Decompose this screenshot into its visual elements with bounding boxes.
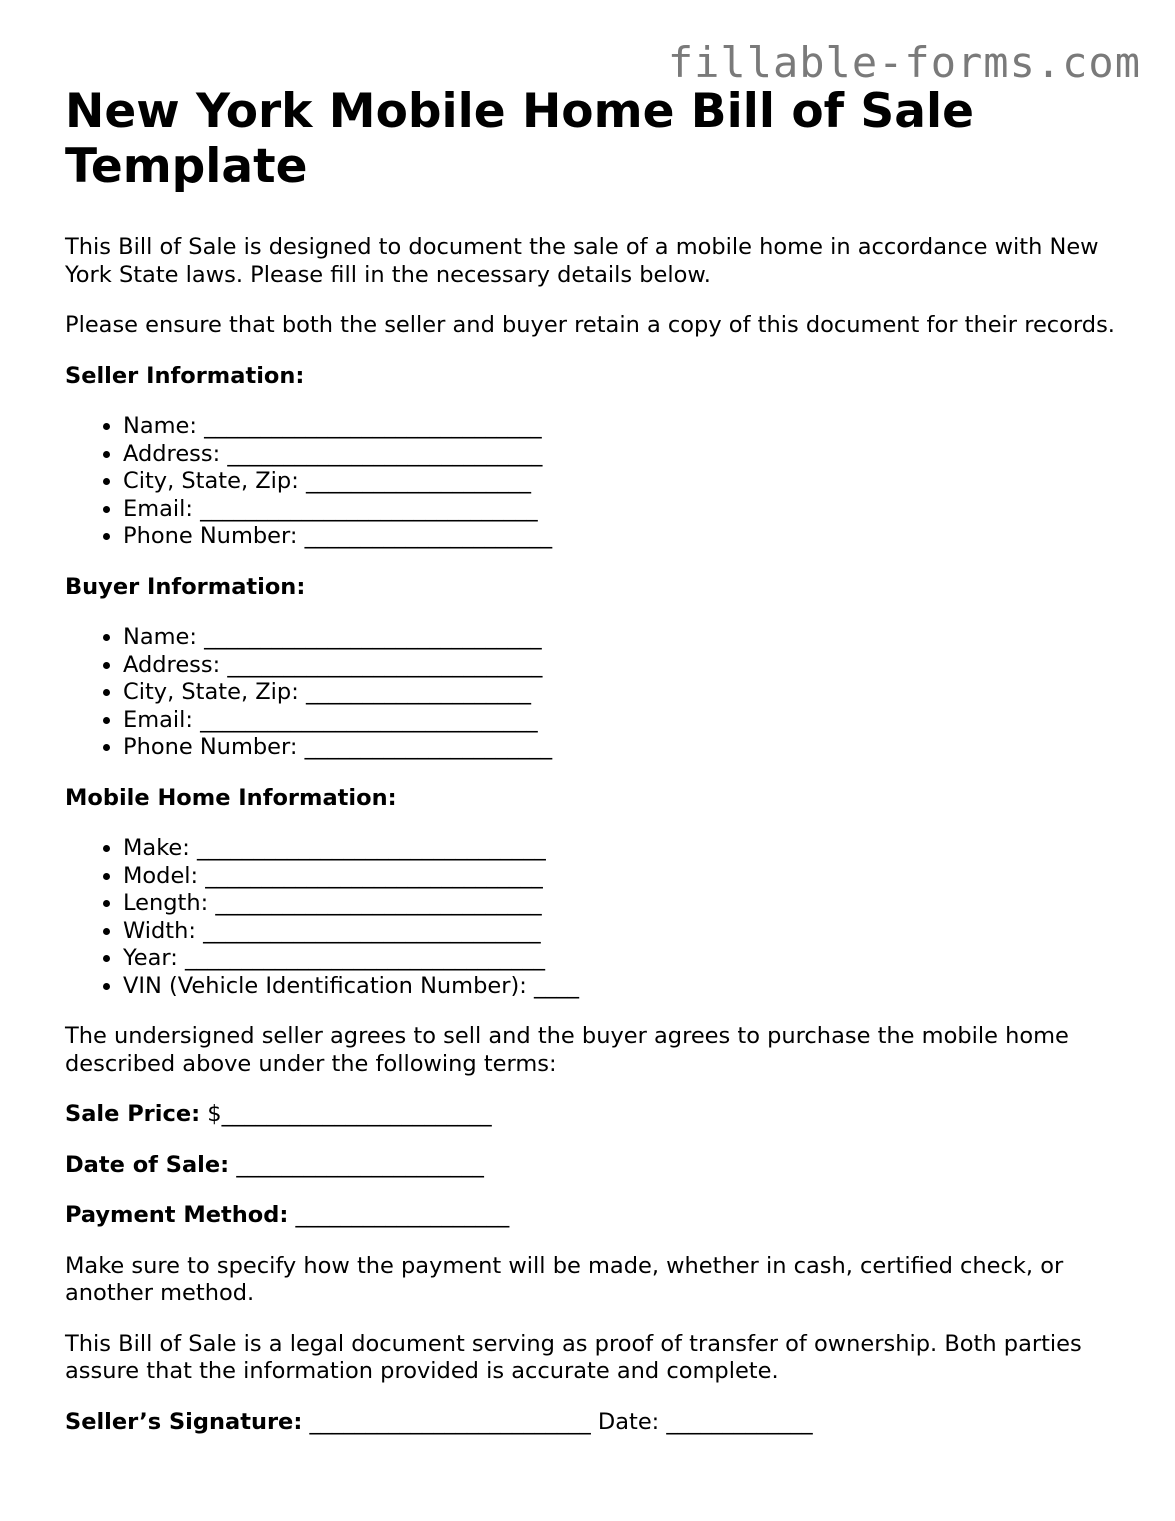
- seller-city-state-zip-field[interactable]: • City, State, Zip: ____________________: [123, 468, 1125, 496]
- legal-note-paragraph: This Bill of Sale is a legal document serving as proof of transfer of ownership. Both parties assure that the information provided is accurate and complete.: [65, 1330, 1082, 1384]
- intro-paragraph-1: This Bill of Sale is designed to document the sale of a mobile home in accordance with New York State laws. Please fill in the necessary details below.: [65, 234, 1099, 288]
- seller-fields-list: [65, 413, 1125, 551]
- buyer-email-field[interactable]: • Email: ______________________________: [123, 707, 1125, 735]
- buyer-name-field[interactable]: • Name: ______________________________: [123, 624, 1125, 652]
- seller-name-field[interactable]: • Name: ______________________________: [123, 413, 1125, 441]
- terms-paragraph: The undersigned seller agrees to sell and the buyer agrees to purchase the mobile home described above under the following terms:: [65, 1023, 1069, 1077]
- length-field[interactable]: • Length: _____________________________: [123, 890, 1125, 918]
- seller-signature-date-blank[interactable]: _____________: [666, 1408, 813, 1435]
- mobile-home-section-heading: Mobile Home Information:: [65, 784, 397, 811]
- buyer-address-field[interactable]: • Address: ____________________________: [123, 652, 1125, 680]
- buyer-phone-field[interactable]: • Phone Number: ______________________: [123, 734, 1125, 762]
- seller-signature-blank[interactable]: _________________________: [309, 1408, 591, 1435]
- document-title: New York Mobile Home Bill of Sale Template: [65, 84, 974, 194]
- make-field[interactable]: • Make: _______________________________: [123, 835, 1125, 863]
- buyer-city-state-zip-field[interactable]: • City, State, Zip: ____________________: [123, 679, 1125, 707]
- seller-email-field[interactable]: • Email: ______________________________: [123, 496, 1125, 524]
- payment-method-field[interactable]: Payment Method: ___________________: [65, 1202, 510, 1228]
- mobile-home-fields-list: [65, 835, 1125, 1000]
- model-field[interactable]: • Model: ______________________________: [123, 863, 1125, 891]
- vin-field[interactable]: • VIN (Vehicle Identification Number): ____: [123, 973, 1125, 1001]
- seller-section-heading: Seller Information:: [65, 362, 305, 389]
- width-field[interactable]: • Width: ______________________________: [123, 918, 1125, 946]
- document-body: [65, 84, 1125, 1459]
- payment-note-paragraph: Make sure to specify how the payment will be made, whether in cash, certified check, or another method.: [65, 1252, 1064, 1306]
- date-of-sale-field[interactable]: Date of Sale: ______________________: [65, 1151, 484, 1178]
- seller-signature-date-label: Date:: [597, 1408, 660, 1435]
- site-watermark: fillable-forms.com: [667, 38, 1141, 87]
- year-field[interactable]: • Year: ________________________________: [123, 945, 1125, 973]
- buyer-section-heading: Buyer Information:: [65, 573, 306, 600]
- seller-phone-field[interactable]: • Phone Number: ______________________: [123, 523, 1125, 551]
- sale-price-field[interactable]: Sale Price: $________________________: [65, 1101, 492, 1127]
- seller-address-field[interactable]: • Address: ____________________________: [123, 441, 1125, 469]
- intro-paragraph-2: Please ensure that both the seller and buyer retain a copy of this document for their records.: [65, 312, 1115, 338]
- buyer-fields-list: [65, 624, 1125, 762]
- seller-signature-line[interactable]: Seller’s Signature: _________________________ Date: _____________: [65, 1408, 813, 1435]
